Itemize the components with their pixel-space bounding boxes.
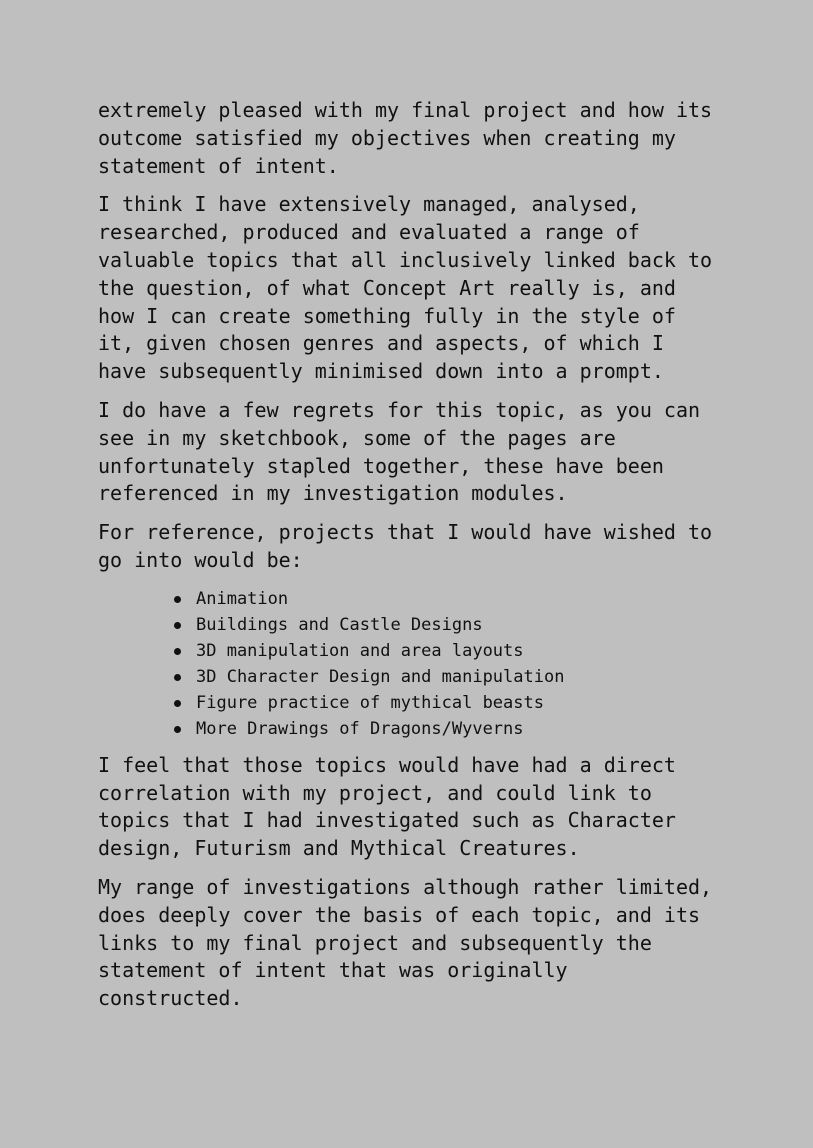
paragraph-evaluation: I think I have extensively managed, analysed, researched, produced and evaluated a range of valuable topics that all inclusively linked back to the question, of what Concept Art really is, and how I can create something fully in the style of it, given chosen genres and aspects, of which I have subsequently minimised down into a prompt. <box>98 192 713 384</box>
list-item-text: Buildings and Castle Designs <box>196 614 483 635</box>
list-item <box>170 716 738 742</box>
bullet-icon <box>174 648 181 655</box>
paragraph-conclusion-intro: extremely pleased with my final project and how its outcome satisfied my objectives when creating my statement of intent. <box>98 98 713 178</box>
bullet-icon <box>174 596 181 603</box>
list-item-text: More Drawings of Dragons/Wyverns <box>196 718 524 739</box>
paragraph-topic-correlation: I feel that those topics would have had a direct correlation with my project, and could link to topics that I had investigated such as Character design, Futurism and Mythical Creatures. <box>98 752 676 861</box>
list-item <box>170 586 738 612</box>
list-item <box>170 664 738 690</box>
list-item-text: Figure practice of mythical beasts <box>196 692 544 713</box>
bullet-icon <box>174 726 181 733</box>
bullet-icon <box>174 674 181 681</box>
paragraph-reference-intro: For reference, projects that I would have wished to go into would be: <box>98 520 713 572</box>
list-item <box>170 690 738 716</box>
paragraph-regrets: I do have a few regrets for this topic, as you can see in my sketchbook, some of the pages are unfortunately stapled together, these have been referenced in my investigation modules. <box>98 397 701 506</box>
list-item-text: 3D Character Design and manipulation <box>196 666 565 687</box>
list-item <box>170 612 738 638</box>
list-item-text: 3D manipulation and area layouts <box>196 640 524 661</box>
list-item-text: Animation <box>196 588 289 609</box>
paragraph-investigation-range: My range of investigations although rather limited, does deeply cover the basis of each topic, and its links to my final project and subsequently the statement of intent that was originally constructed. <box>98 874 713 1011</box>
bullet-icon <box>174 700 181 707</box>
bullet-icon <box>174 622 181 629</box>
list-item <box>170 638 738 664</box>
document-page <box>98 97 738 1024</box>
wished-projects-list <box>98 586 738 742</box>
